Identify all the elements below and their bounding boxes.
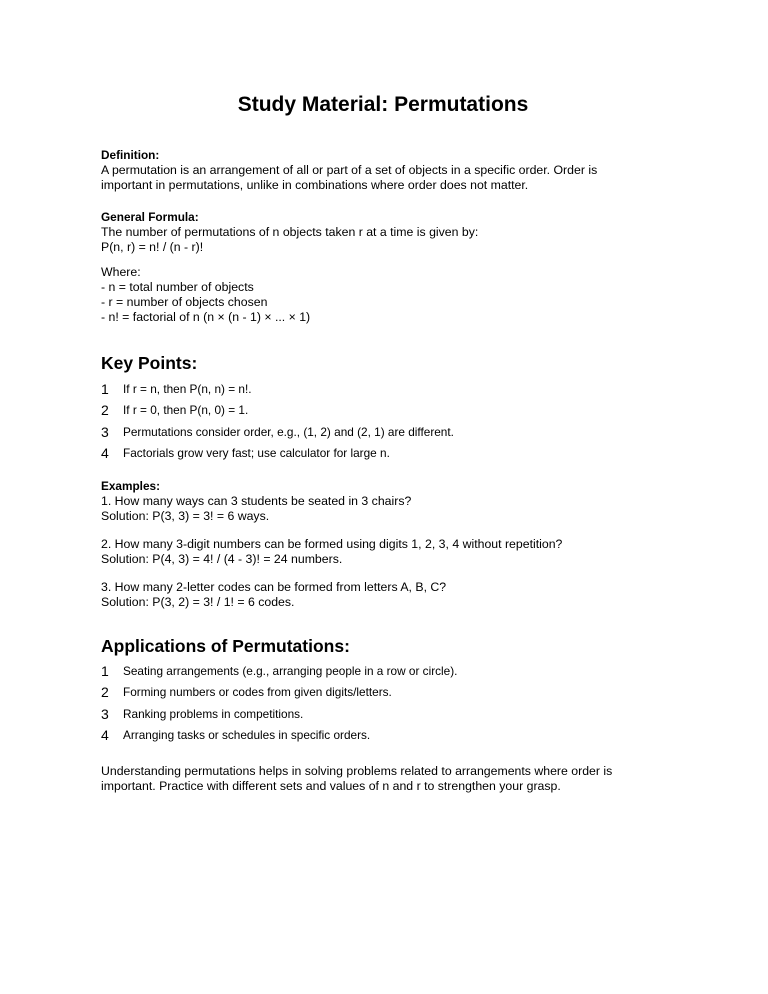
conclusion-line: Understanding permutations helps in solving problems related to arrangements where order is (101, 764, 613, 778)
list-number: 2 (101, 402, 109, 419)
where-line: - n = total number of objects (101, 280, 254, 294)
key-points-list (101, 379, 661, 464)
conclusion-line: important. Practice with different sets and values of n and r to strengthen your grasp. (101, 779, 561, 793)
list-item (101, 422, 661, 443)
list-item (101, 704, 661, 725)
list-text: If r = 0, then P(n, 0) = 1. (123, 403, 249, 418)
formula-line: P(n, r) = n! / (n - r)! (101, 240, 204, 254)
example-question: 1. How many ways can 3 students be seated in 3 chairs? (101, 494, 412, 508)
key-points-heading: Key Points: (101, 353, 198, 373)
list-item (101, 725, 661, 746)
list-number: 1 (101, 381, 109, 397)
list-text: Ranking problems in competitions. (123, 706, 304, 721)
list-text: Permutations consider order, e.g., (1, 2) and (2, 1) are different. (123, 424, 454, 439)
list-item (101, 682, 661, 703)
list-number: 3 (101, 423, 109, 440)
where-section (101, 265, 661, 325)
list-number: 2 (101, 684, 109, 701)
formula-line: The number of permutations of n objects taken r at a time is given by: (101, 225, 479, 239)
examples-label: Examples: (101, 479, 161, 493)
formula-section (101, 210, 661, 255)
example-question: 2. How many 3-digit numbers can be formed using digits 1, 2, 3, 4 without repetition? (101, 537, 563, 551)
page-title: Study Material: Permutations (237, 93, 529, 116)
list-text: Arranging tasks or schedules in specific orders. (123, 727, 371, 742)
formula-label: General Formula: (101, 210, 199, 224)
example-solution: Solution: P(4, 3) = 4! / (4 - 3)! = 24 numbers. (101, 552, 343, 566)
list-text: Forming numbers or codes from given digits/letters. (123, 685, 392, 700)
list-text: Factorials grow very fast; use calculator for large n. (123, 445, 390, 460)
list-number: 4 (101, 726, 109, 743)
example-solution: Solution: P(3, 2) = 3! / 1! = 6 codes. (101, 595, 295, 609)
list-item (101, 400, 661, 421)
where-line: Where: (101, 265, 141, 279)
list-number: 3 (101, 705, 109, 722)
applications-heading: Applications of Permutations: (101, 636, 350, 656)
list-item (101, 661, 661, 682)
example-solution: Solution: P(3, 3) = 3! = 6 ways. (101, 509, 270, 523)
example-question: 3. How many 2-letter codes can be formed from letters A, B, C? (101, 580, 447, 594)
list-number: 4 (101, 444, 109, 461)
example-item (101, 580, 661, 610)
where-line: - n! = factorial of n (n × (n - 1) × ... × 1) (101, 310, 311, 324)
definition-line: important in permutations, unlike in combinations where order does not matter. (101, 178, 529, 192)
definition-line: A permutation is an arrangement of all or part of a set of objects in a specific order. Order is (101, 163, 598, 177)
list-text: Seating arrangements (e.g., arranging people in a row or circle). (123, 664, 458, 678)
list-item (101, 379, 661, 400)
examples-section (101, 479, 661, 524)
where-line: - r = number of objects chosen (101, 295, 268, 309)
example-item (101, 537, 661, 567)
definition-section (101, 148, 661, 193)
list-item (101, 443, 661, 464)
applications-list (101, 661, 661, 746)
conclusion-paragraph (101, 764, 661, 794)
list-number: 1 (101, 663, 109, 679)
definition-label: Definition: (101, 148, 160, 162)
list-text: If r = n, then P(n, n) = n!. (123, 382, 252, 396)
